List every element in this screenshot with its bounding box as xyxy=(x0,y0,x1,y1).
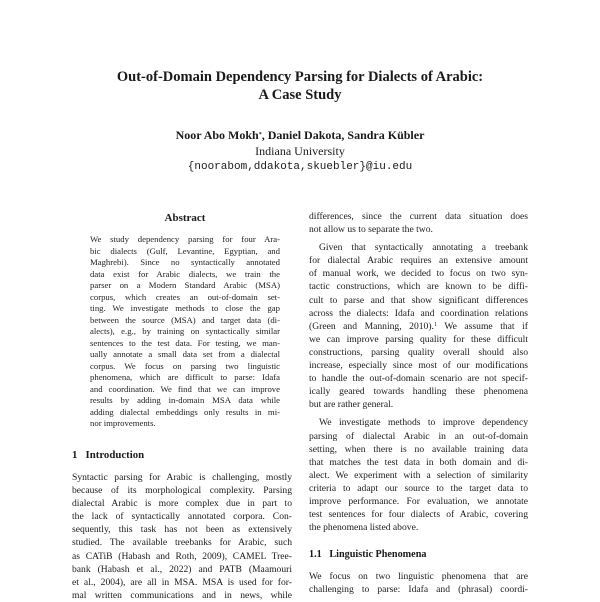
paragraph xyxy=(309,241,528,411)
text-line: differences, since the current data situation does xyxy=(309,211,528,222)
abstract-line: between the source (MSA) and target data (di- xyxy=(90,314,280,325)
subsection-title: Linguistic Phenomena xyxy=(329,549,427,560)
subsection-heading xyxy=(309,549,426,560)
intro-line: et al., 2004), are all in MSA. MSA is used for for- xyxy=(72,576,292,588)
intro-line: bank (Habash et al., 2022) and PATB (Maamouri xyxy=(72,563,292,575)
text-line: alect. We experiment with a selection of similarity xyxy=(309,469,528,481)
intro-line: dialectal Arabic is more complex due in part to xyxy=(72,498,292,510)
title-line-1: Out-of-Domain Dependency Parsing for Dialects of Arabic: xyxy=(116,69,484,85)
text-fragment: (Green and Manning, 2010). xyxy=(309,320,434,332)
title-line-2: A Case Study xyxy=(258,87,342,103)
text-line: cult to parse and that show significant differences xyxy=(309,294,528,306)
text-line: not allow us to separate the two. xyxy=(309,224,433,236)
intro-line: sequently, this task has not been as extensively xyxy=(72,524,292,536)
subsection-body xyxy=(309,570,528,596)
text-line: we can improve parsing quality for these difficult xyxy=(309,333,528,345)
text-line: of manual work, we decided to focus on two syn- xyxy=(309,268,528,280)
text-line: across the dialects: Idafa and coordination relations xyxy=(309,307,528,319)
affiliation: Indiana University xyxy=(255,144,345,158)
text-line: the phenomena listed above. xyxy=(309,522,419,534)
section-title: Introduction xyxy=(85,449,145,461)
text-line: setting, when there is no available training data xyxy=(309,443,528,455)
abstract-line: Maghrebi). Since no syntactically annotated xyxy=(90,257,280,267)
abstract-heading: Abstract xyxy=(164,212,206,224)
paragraph xyxy=(309,416,528,534)
right-column xyxy=(309,210,528,539)
author-marker: * xyxy=(258,132,262,138)
text-line: We focus on two linguistic phenomena that are xyxy=(309,571,528,582)
paragraph xyxy=(309,210,528,236)
author-email: {noorabom,ddakota,skuebler}@iu.edu xyxy=(187,161,413,173)
text-line-with-footnote xyxy=(309,320,528,333)
text-line: parsing of dialectal Arabic in an out-of-domain xyxy=(309,430,528,442)
paper-title xyxy=(60,68,540,104)
text-line: challenging to parse: Idafa and (phrasal) coordi- xyxy=(309,584,528,596)
text-line: ically geared towards handling these phenomena xyxy=(309,386,528,398)
text-line: improve performance. For evaluation, we annotate xyxy=(309,495,528,507)
intro-line: studied. The available treebanks for Arabic, such xyxy=(72,537,292,549)
text-line: tactic constructions, which are known to be diffi- xyxy=(309,281,528,293)
intro-line: the lack of syntactically annotated corpora. Con- xyxy=(72,511,292,523)
abstract-line: parser on a Modern Standard Arabic (MSA) xyxy=(90,280,280,290)
abstract-line: bic dialects (Gulf, Levantine, Egyptian, and xyxy=(90,245,280,256)
abstract-line: nor improvements. xyxy=(90,418,156,428)
text-line: criteria to adapt our source to the target data to xyxy=(309,482,528,494)
intro-line: Syntactic parsing for Arabic is challenging, mostly xyxy=(72,472,292,483)
abstract-line: ually annotate a small data set from a dialectal xyxy=(90,349,280,359)
text-line: We investigate methods to improve dependency xyxy=(319,417,528,429)
abstract-body xyxy=(90,234,280,430)
abstract-line: alects), e.g., by training on syntactically similar xyxy=(90,326,280,336)
text-line: increase, especially since most of our modifications xyxy=(309,360,528,372)
other-authors: , Daniel Dakota, Sandra Kübler xyxy=(261,128,425,142)
text-line: test sentences for four dialects of Arabic, covering xyxy=(309,509,528,521)
first-author: Noor Abo Mokh xyxy=(175,128,259,142)
author-block xyxy=(60,127,540,175)
abstract-line: sentences to the test data. For testing, we man- xyxy=(90,337,280,348)
text-line: for dialectal Arabic requires an extensive amount xyxy=(309,255,528,267)
abstract-line: corpus. We focus on parsing two linguistic xyxy=(90,360,280,371)
intro-body xyxy=(72,471,292,602)
section-number: 1 xyxy=(72,449,78,461)
text-line: but are rather general. xyxy=(309,399,394,411)
abstract-line: corpus, which creates an out-of-domain set- xyxy=(90,291,280,302)
abstract-line: ting. We investigate methods to close the gap xyxy=(90,303,280,313)
abstract-line: We study dependency parsing for four Ara- xyxy=(90,234,280,244)
author-names xyxy=(60,127,540,143)
intro-line: as CATiB (Habash and Roth, 2009), CAMEL Tree- xyxy=(72,550,292,562)
intro-line: mal written communications and in news, while xyxy=(72,589,292,601)
footnote-marker: 1 xyxy=(433,321,437,328)
abstract-line: data exist for Arabic dialects, we train the xyxy=(90,268,280,279)
intro-line: because of its morphological complexity. Parsing xyxy=(72,485,292,497)
text-line: that matches the test data in both domain and di- xyxy=(309,456,528,468)
text-fragment: We assume that if xyxy=(444,320,528,332)
abstract-line: results by adding in-domain MSA data while xyxy=(90,395,280,405)
text-line: to handle the out-of-domain scenario are not specif- xyxy=(309,373,528,385)
abstract-line: adding dialectal embeddings only results in mi- xyxy=(90,406,280,417)
section-heading-introduction xyxy=(72,449,144,461)
abstract-line: phenomena, which are difficult to parse: Idafa xyxy=(90,372,280,382)
abstract-line: and coordination. We find that we can improve xyxy=(90,383,280,394)
text-line: constructions, parsing quality overall should also xyxy=(309,346,528,358)
subsection-number: 1.1 xyxy=(309,549,322,560)
text-line: Given that syntactically annotating a treebank xyxy=(319,242,528,254)
